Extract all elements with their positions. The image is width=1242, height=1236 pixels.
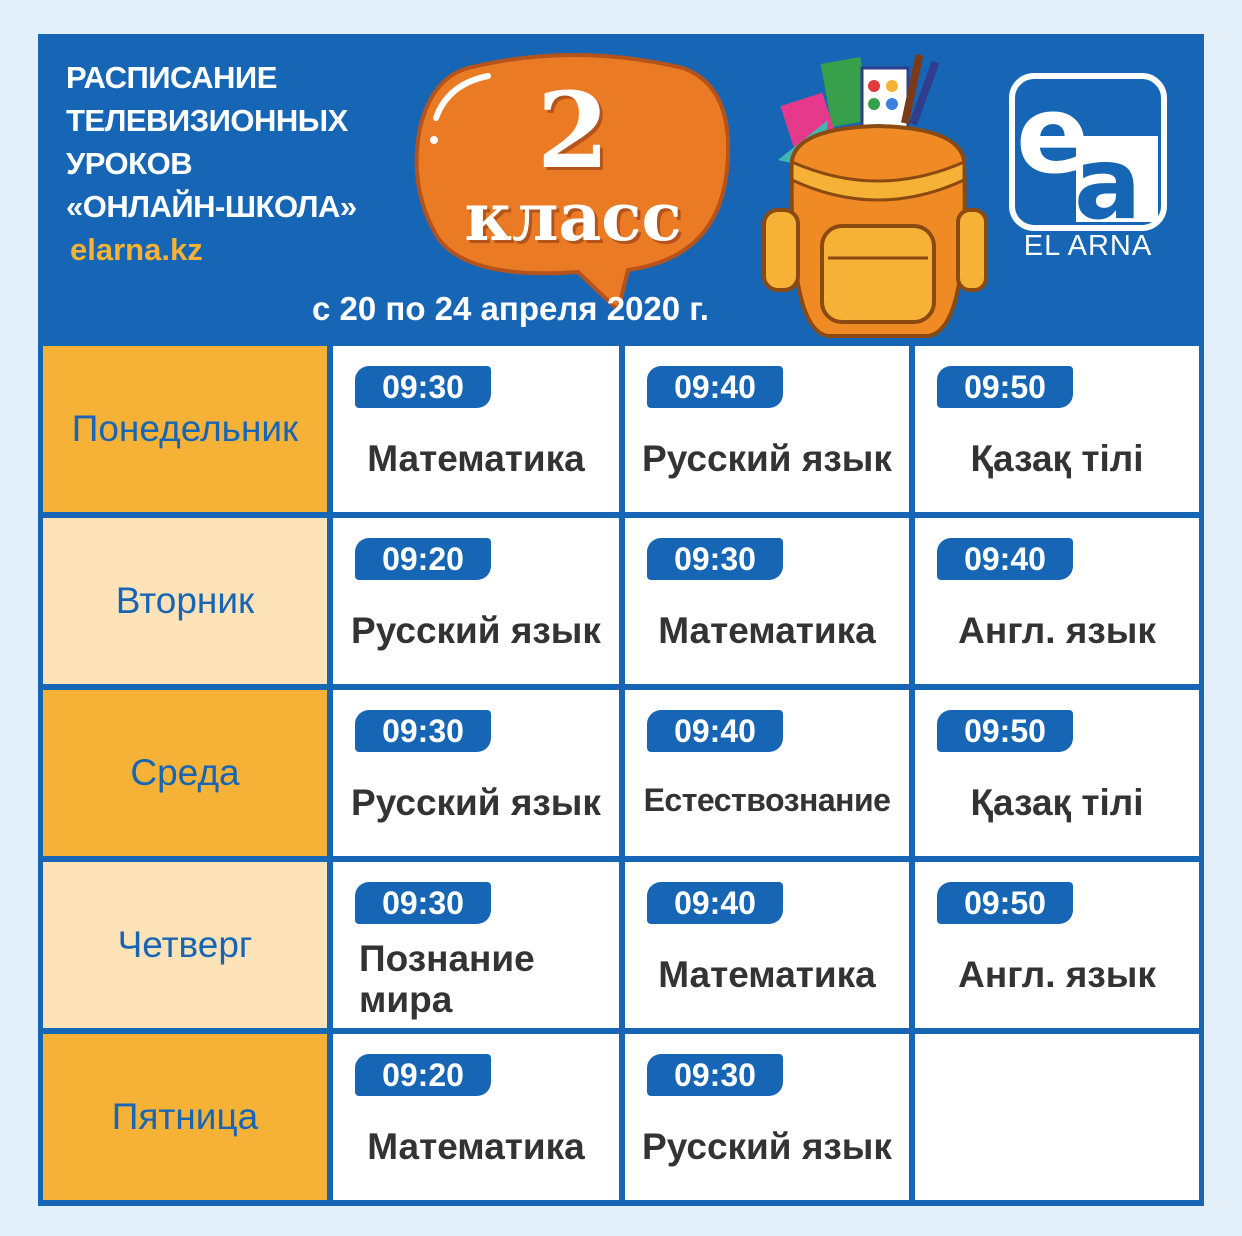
lesson-cell: [333, 518, 619, 684]
lesson-cell: [333, 862, 619, 1028]
subject-label: Математика: [658, 610, 876, 651]
lesson-cell: [333, 1034, 619, 1200]
title-line: УРОКОВ: [66, 146, 193, 181]
svg-text:e: e: [1016, 73, 1090, 198]
day-label-monday: Понедельник: [43, 346, 327, 512]
subject-label: Англ. язык: [958, 610, 1156, 651]
lesson-cell: [915, 862, 1199, 1028]
time-badge: 09:40: [647, 710, 783, 752]
lesson-cell: [625, 346, 909, 512]
title-line: РАСПИСАНИЕ: [66, 60, 277, 95]
time-badge: 09:20: [355, 1054, 491, 1096]
grade-speech-bubble: [408, 48, 738, 308]
title-line: «ОНЛАЙН-ШКОЛА»: [66, 189, 357, 224]
lesson-cell: [915, 346, 1199, 512]
backpack-illustration: [758, 50, 988, 340]
empty-cell: [915, 1034, 1199, 1200]
schedule-poster: [38, 34, 1204, 1206]
subject-label: Русский язык: [351, 610, 601, 651]
title-line: ТЕЛЕВИЗИОННЫХ: [66, 103, 348, 138]
time-badge: 09:40: [647, 882, 783, 924]
lesson-cell: [625, 690, 909, 856]
lesson-cell: [333, 690, 619, 856]
lesson-cell: [915, 690, 1199, 856]
day-label-thursday: Четверг: [43, 862, 327, 1028]
schedule-table: [43, 346, 1199, 1201]
subject-label: Математика: [367, 1126, 585, 1167]
grade-number: 2: [536, 69, 610, 192]
time-badge: 09:30: [647, 538, 783, 580]
time-badge: 09:40: [647, 366, 783, 408]
grade-word: класс: [464, 178, 682, 256]
poster-header: [38, 34, 1204, 342]
lesson-cell: [915, 518, 1199, 684]
subject-label: Математика: [367, 438, 585, 479]
time-badge: 09:30: [647, 1054, 783, 1096]
logo-caption: EL ARNA: [1023, 230, 1153, 262]
time-badge: 09:30: [355, 710, 491, 752]
subject-label: Познание мира: [359, 938, 535, 1020]
lesson-cell: [625, 518, 909, 684]
subject-label: Математика: [658, 954, 876, 995]
poster-title: [66, 56, 357, 228]
site-link[interactable]: elarna.kz: [70, 232, 203, 267]
lesson-cell: [625, 1034, 909, 1200]
subject-label: Қазақ тілі: [970, 782, 1144, 823]
day-label-tuesday: Вторник: [43, 518, 327, 684]
time-badge: 09:30: [355, 366, 491, 408]
subject-label: Естествознание: [643, 782, 891, 818]
schedule-dates: с 20 по 24 апреля 2020 г.: [312, 290, 709, 327]
subject-label: Русский язык: [351, 782, 601, 823]
subject-label: Русский язык: [642, 438, 892, 479]
svg-text:a: a: [1074, 125, 1142, 242]
time-badge: 09:30: [355, 882, 491, 924]
time-badge: 09:50: [937, 882, 1073, 924]
day-label-friday: Пятница: [43, 1034, 327, 1200]
time-badge: 09:50: [937, 710, 1073, 752]
lesson-cell: [625, 862, 909, 1028]
day-label-wednesday: Среда: [43, 690, 327, 856]
lesson-cell: [333, 346, 619, 512]
subject-label: Қазақ тілі: [970, 438, 1144, 479]
subject-label: Англ. язык: [958, 954, 1156, 995]
time-badge: 09:50: [937, 366, 1073, 408]
time-badge: 09:20: [355, 538, 491, 580]
subject-label: Русский язык: [642, 1126, 892, 1167]
time-badge: 09:40: [937, 538, 1073, 580]
